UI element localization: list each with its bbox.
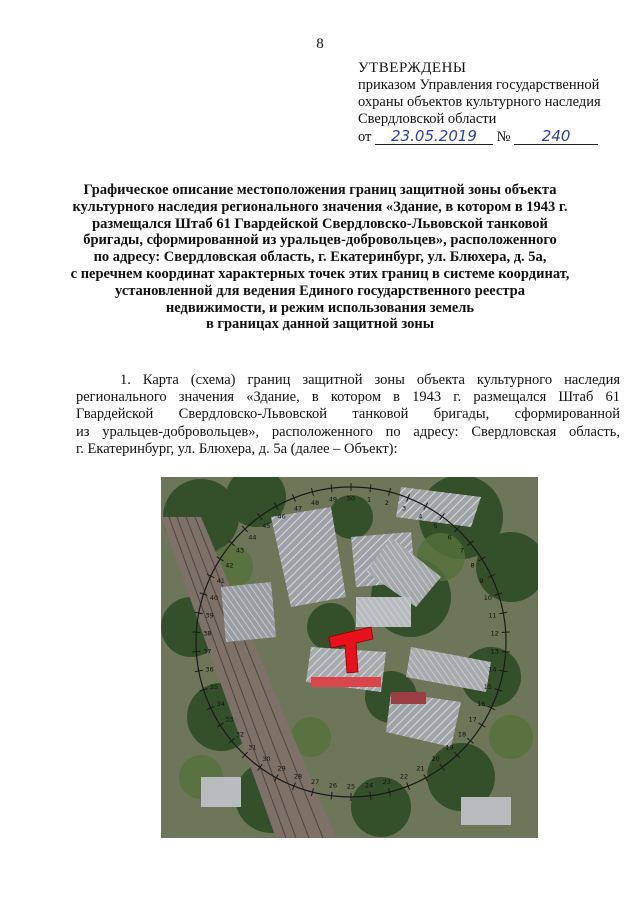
boundary-point-label: 35: [209, 682, 219, 691]
boundary-point-label: 1: [366, 495, 372, 504]
boundary-point-label: 18: [457, 730, 467, 739]
boundary-point-label: 27: [311, 777, 320, 786]
boundary-point-label: 6: [447, 533, 452, 542]
paragraph-line: Гвардейской Свердловско-Львовской танковой бригады, сформированной: [76, 406, 620, 423]
title-line: недвижимости, и режим использования земель: [165, 299, 475, 316]
boundary-point-label: 49: [328, 495, 338, 504]
handwritten-number: 240: [514, 128, 598, 145]
boundary-point-label: 34: [216, 699, 225, 708]
title-line: по адресу: Свердловская область, г. Екатеринбург, ул. Блюхера, д. 5а,: [93, 249, 547, 266]
boundary-point-label: 8: [470, 561, 475, 570]
approval-block: [358, 60, 628, 146]
boundary-point-label: 16: [477, 699, 486, 708]
document-title: [62, 182, 578, 333]
boundary-point-label: 24: [364, 781, 374, 790]
boundary-point-label: 29: [277, 764, 286, 773]
number-label: №: [496, 129, 511, 145]
boundary-point-label: 11: [488, 611, 497, 620]
boundary-point-label: 21: [416, 764, 425, 773]
boundary-point-label: 37: [203, 647, 212, 656]
boundary-point-label: 36: [205, 665, 214, 674]
boundary-point-label: 41: [216, 577, 225, 586]
boundary-point-label: 4: [418, 512, 423, 521]
boundary-point-label: 42: [225, 561, 234, 570]
aerial-map-image: [161, 477, 538, 838]
page-number: 8: [316, 36, 324, 52]
boundary-point-tick: [502, 651, 510, 652]
approval-line: охраны объектов культурного наследия: [358, 94, 601, 110]
boundary-point-label: 50: [346, 494, 356, 503]
boundary-point-tick: [502, 632, 510, 633]
title-line: размещался Штаб 61 Гвардейской Свердловско-Львовской танковой: [92, 215, 548, 232]
boundary-point-tick: [192, 632, 200, 633]
boundary-point-label: 28: [293, 772, 303, 781]
boundary-point-label: 40: [209, 594, 219, 603]
title-line: в границах данной защитной зоны: [205, 316, 435, 333]
from-label: от: [358, 129, 372, 145]
paragraph-line: из уральцев-добровольцев», расположенного по адресу: Свердловская область,: [76, 423, 620, 440]
boundary-point-tick: [192, 651, 200, 652]
boundary-point-label: 25: [346, 782, 356, 791]
boundary-point-label: 23: [382, 777, 391, 786]
body-paragraph: [76, 372, 620, 458]
approval-date-line: [358, 128, 628, 146]
paragraph-line: г. Екатеринбург, ул. Блюхера, д. 5а (далее – Объект):: [76, 440, 398, 457]
boundary-point-label: 46: [277, 512, 286, 521]
title-line: культурного наследия регионального значения «Здание, в котором в 1943 г.: [72, 198, 568, 215]
boundary-point-label: 48: [311, 499, 320, 508]
approval-line: приказом Управления государственной: [358, 77, 600, 93]
boundary-point-label: 39: [205, 611, 214, 620]
boundary-point-label: 12: [490, 629, 499, 638]
boundary-point-label: 30: [262, 754, 271, 763]
boundary-point-label: 17: [468, 715, 477, 724]
title-line: установленной для ведения Единого государственного реестра: [115, 282, 525, 299]
boundary-point-label: 15: [483, 682, 493, 691]
boundary-point-label: 3: [401, 504, 407, 513]
boundary-point-label: 14: [488, 665, 497, 674]
paragraph-line: 1. Карта (схема) границ защитной зоны объекта культурного наследия: [120, 372, 620, 388]
zone-map: [161, 477, 538, 838]
boundary-point-label: 7: [459, 546, 465, 555]
title-line: с перечнем координат характерных точек этих границ в системе координат,: [70, 265, 570, 282]
boundary-point-label: 31: [248, 743, 257, 752]
boundary-point-label: 44: [248, 533, 257, 542]
boundary-point-label: 5: [433, 522, 438, 531]
paragraph-line: регионального значения «Здание, в котором в 1943 г. размещался Штаб 61: [76, 389, 620, 406]
boundary-point-label: 38: [203, 629, 212, 638]
boundary-point-label: 33: [225, 715, 234, 724]
title-line: бригады, сформированной из уральцев-добровольцев», расположенного: [83, 232, 557, 249]
boundary-point-label: 43: [235, 546, 245, 555]
boundary-point-label: 13: [490, 647, 499, 656]
boundary-point-label: 10: [483, 594, 493, 603]
boundary-point-label: 32: [235, 730, 245, 739]
boundary-point-label: 20: [431, 754, 440, 763]
boundary-point-label: 45: [262, 522, 271, 531]
boundary-point-label: 47: [293, 504, 303, 513]
boundary-point-label: 22: [399, 772, 409, 781]
approval-line: Свердловской области: [358, 111, 497, 127]
title-line: Графическое описание местоположения границ защитной зоны объекта: [83, 182, 557, 198]
boundary-point-label: 19: [445, 743, 454, 752]
approval-heading: УТВЕРЖДЕНЫ: [358, 60, 467, 76]
boundary-point-label: 9: [479, 577, 484, 586]
boundary-point-label: 2: [384, 499, 389, 508]
handwritten-date: 23.05.2019: [375, 128, 493, 145]
boundary-point-label: 26: [328, 781, 338, 790]
